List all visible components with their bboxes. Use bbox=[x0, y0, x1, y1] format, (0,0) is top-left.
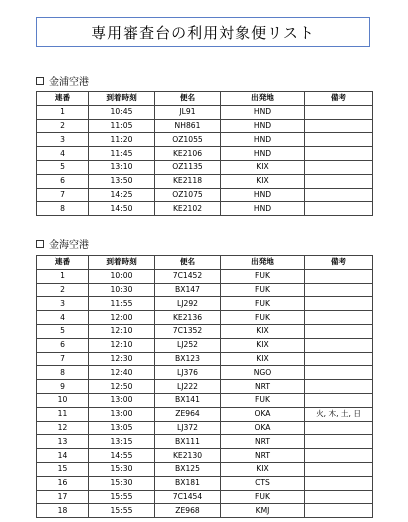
table-row bbox=[37, 133, 373, 147]
table-cell: NH861 bbox=[155, 119, 221, 133]
table-row bbox=[37, 476, 373, 490]
table-cell: KIX bbox=[221, 160, 305, 174]
table-cell: FUK bbox=[221, 490, 305, 504]
table-cell: 6 bbox=[37, 174, 89, 188]
table-cell bbox=[305, 435, 373, 449]
table-cell: 14:55 bbox=[89, 449, 155, 463]
table-cell: FUK bbox=[221, 283, 305, 297]
table-row bbox=[37, 174, 373, 188]
table-cell: HND bbox=[221, 147, 305, 161]
flight-table-gimhae bbox=[36, 255, 373, 518]
table-cell: 13:10 bbox=[89, 160, 155, 174]
table-row bbox=[37, 504, 373, 518]
table-cell bbox=[305, 504, 373, 518]
table-cell: 13:15 bbox=[89, 435, 155, 449]
table-cell: 10 bbox=[37, 393, 89, 407]
table-cell: FUK bbox=[221, 311, 305, 325]
table-cell bbox=[305, 160, 373, 174]
table-cell: JL91 bbox=[155, 105, 221, 119]
table-cell bbox=[305, 174, 373, 188]
table-cell: OZ1055 bbox=[155, 133, 221, 147]
table-cell: 6 bbox=[37, 338, 89, 352]
column-header: 到着時刻 bbox=[89, 92, 155, 106]
table-row bbox=[37, 449, 373, 463]
section-name: 金海空港 bbox=[49, 240, 89, 251]
table-cell: 14:50 bbox=[89, 202, 155, 216]
table-cell: 13:00 bbox=[89, 407, 155, 421]
table-cell: KIX bbox=[221, 174, 305, 188]
table-row bbox=[37, 393, 373, 407]
table-cell: BX123 bbox=[155, 352, 221, 366]
table-cell: 12:10 bbox=[89, 338, 155, 352]
table-cell: HND bbox=[221, 133, 305, 147]
table-cell: OKA bbox=[221, 421, 305, 435]
table-cell: 12:10 bbox=[89, 324, 155, 338]
column-header: 備考 bbox=[305, 256, 373, 270]
table-cell: 13:00 bbox=[89, 393, 155, 407]
table-cell bbox=[305, 133, 373, 147]
table-row bbox=[37, 421, 373, 435]
table-cell: 15 bbox=[37, 462, 89, 476]
table-cell: 火, 木, 土, 日 bbox=[305, 407, 373, 421]
table-cell bbox=[305, 269, 373, 283]
table-cell bbox=[305, 324, 373, 338]
column-header: 備考 bbox=[305, 92, 373, 106]
table-cell bbox=[305, 352, 373, 366]
table-cell: ZE968 bbox=[155, 504, 221, 518]
table-cell: 11:45 bbox=[89, 147, 155, 161]
table-cell: 13:05 bbox=[89, 421, 155, 435]
table-cell bbox=[305, 366, 373, 380]
table-cell: 12:50 bbox=[89, 380, 155, 394]
table-cell: 7C1452 bbox=[155, 269, 221, 283]
column-header: 便名 bbox=[155, 92, 221, 106]
table-row bbox=[37, 283, 373, 297]
table-cell: KIX bbox=[221, 352, 305, 366]
table-cell: NGO bbox=[221, 366, 305, 380]
table-cell: 10:45 bbox=[89, 105, 155, 119]
table-cell: LJ222 bbox=[155, 380, 221, 394]
table-cell: 4 bbox=[37, 147, 89, 161]
table-row bbox=[37, 407, 373, 421]
table-cell: KIX bbox=[221, 462, 305, 476]
table-cell: 3 bbox=[37, 133, 89, 147]
table-cell bbox=[305, 338, 373, 352]
table-cell bbox=[305, 421, 373, 435]
table-cell: 7 bbox=[37, 188, 89, 202]
table-row bbox=[37, 324, 373, 338]
section-heading-gimhae bbox=[36, 236, 89, 251]
table-cell: 14 bbox=[37, 449, 89, 463]
table-cell: BX141 bbox=[155, 393, 221, 407]
table-row bbox=[37, 147, 373, 161]
table-cell: 10:30 bbox=[89, 283, 155, 297]
table-cell: KE2130 bbox=[155, 449, 221, 463]
table-cell: HND bbox=[221, 119, 305, 133]
column-header: 便名 bbox=[155, 256, 221, 270]
table-cell: 13:50 bbox=[89, 174, 155, 188]
column-header: 出発地 bbox=[221, 256, 305, 270]
table-row bbox=[37, 435, 373, 449]
table-cell: OZ1075 bbox=[155, 188, 221, 202]
column-header: 到着時刻 bbox=[89, 256, 155, 270]
section-name: 金浦空港 bbox=[49, 77, 89, 88]
table-cell: 11:20 bbox=[89, 133, 155, 147]
table-row bbox=[37, 297, 373, 311]
table-cell: 12:40 bbox=[89, 366, 155, 380]
column-header: 連番 bbox=[37, 256, 89, 270]
table-cell: 12:00 bbox=[89, 311, 155, 325]
table-cell: 11 bbox=[37, 407, 89, 421]
table-cell: 15:30 bbox=[89, 476, 155, 490]
table-cell: OZ1135 bbox=[155, 160, 221, 174]
table-body bbox=[37, 105, 373, 215]
table-cell bbox=[305, 393, 373, 407]
table-cell: LJ372 bbox=[155, 421, 221, 435]
table-cell: 4 bbox=[37, 311, 89, 325]
table-cell: 7 bbox=[37, 352, 89, 366]
table-cell: 7C1454 bbox=[155, 490, 221, 504]
table-cell: 5 bbox=[37, 160, 89, 174]
table-cell: 2 bbox=[37, 283, 89, 297]
table-cell: KE2106 bbox=[155, 147, 221, 161]
table-cell: KE2118 bbox=[155, 174, 221, 188]
table-cell: KE2102 bbox=[155, 202, 221, 216]
table-cell: 8 bbox=[37, 366, 89, 380]
table-cell: BX111 bbox=[155, 435, 221, 449]
flight-table-gimpo bbox=[36, 91, 373, 216]
table-cell bbox=[305, 297, 373, 311]
table-row bbox=[37, 338, 373, 352]
table-row bbox=[37, 380, 373, 394]
table-cell bbox=[305, 283, 373, 297]
table-cell bbox=[305, 188, 373, 202]
column-header: 出発地 bbox=[221, 92, 305, 106]
table-cell: 11:05 bbox=[89, 119, 155, 133]
table-header-row bbox=[37, 256, 373, 270]
checkbox-icon bbox=[36, 77, 44, 85]
table-cell: CTS bbox=[221, 476, 305, 490]
table-cell bbox=[305, 490, 373, 504]
table-row bbox=[37, 490, 373, 504]
page-title: 専用審査台の利用対象便リスト bbox=[36, 17, 370, 47]
table-cell: 12:30 bbox=[89, 352, 155, 366]
table-cell: KIX bbox=[221, 324, 305, 338]
table-cell: NRT bbox=[221, 435, 305, 449]
table-cell: 16 bbox=[37, 476, 89, 490]
table-row bbox=[37, 202, 373, 216]
table-cell: LJ376 bbox=[155, 366, 221, 380]
table-cell bbox=[305, 380, 373, 394]
table-cell: HND bbox=[221, 188, 305, 202]
section-heading-gimpo bbox=[36, 73, 89, 88]
table-cell: 1 bbox=[37, 269, 89, 283]
table-cell: ZE964 bbox=[155, 407, 221, 421]
table-cell: OKA bbox=[221, 407, 305, 421]
table-cell: NRT bbox=[221, 449, 305, 463]
table-cell: KMJ bbox=[221, 504, 305, 518]
table-cell: 15:55 bbox=[89, 490, 155, 504]
table-row bbox=[37, 462, 373, 476]
table-cell: FUK bbox=[221, 393, 305, 407]
table-cell: 1 bbox=[37, 105, 89, 119]
table-cell: 10:00 bbox=[89, 269, 155, 283]
table-cell: 7C1352 bbox=[155, 324, 221, 338]
table-cell: 3 bbox=[37, 297, 89, 311]
table-row bbox=[37, 311, 373, 325]
table-cell bbox=[305, 476, 373, 490]
table-cell: LJ252 bbox=[155, 338, 221, 352]
table-cell bbox=[305, 449, 373, 463]
table-cell bbox=[305, 202, 373, 216]
column-header: 連番 bbox=[37, 92, 89, 106]
checkbox-icon bbox=[36, 240, 44, 248]
table-cell: 14:25 bbox=[89, 188, 155, 202]
table-cell: 18 bbox=[37, 504, 89, 518]
table-cell: 2 bbox=[37, 119, 89, 133]
table-cell: BX181 bbox=[155, 476, 221, 490]
table-cell: 17 bbox=[37, 490, 89, 504]
table-row bbox=[37, 119, 373, 133]
table-cell: HND bbox=[221, 202, 305, 216]
table-cell: 12 bbox=[37, 421, 89, 435]
table-cell: 5 bbox=[37, 324, 89, 338]
table-cell: HND bbox=[221, 105, 305, 119]
table-cell: FUK bbox=[221, 297, 305, 311]
table-cell: NRT bbox=[221, 380, 305, 394]
table-cell bbox=[305, 119, 373, 133]
table-row bbox=[37, 160, 373, 174]
table-cell: 11:55 bbox=[89, 297, 155, 311]
table-cell bbox=[305, 311, 373, 325]
table-cell: BX147 bbox=[155, 283, 221, 297]
table-row bbox=[37, 366, 373, 380]
table-row bbox=[37, 269, 373, 283]
table-cell: BX125 bbox=[155, 462, 221, 476]
table-cell bbox=[305, 462, 373, 476]
table-cell: FUK bbox=[221, 269, 305, 283]
table-cell: KIX bbox=[221, 338, 305, 352]
table-row bbox=[37, 105, 373, 119]
table-cell: 8 bbox=[37, 202, 89, 216]
table-cell: 13 bbox=[37, 435, 89, 449]
table-cell: 15:55 bbox=[89, 504, 155, 518]
table-cell: KE2136 bbox=[155, 311, 221, 325]
table-cell: LJ292 bbox=[155, 297, 221, 311]
table-cell: 9 bbox=[37, 380, 89, 394]
table-cell: 15:30 bbox=[89, 462, 155, 476]
table-row bbox=[37, 352, 373, 366]
table-cell bbox=[305, 105, 373, 119]
table-cell bbox=[305, 147, 373, 161]
table-body bbox=[37, 269, 373, 517]
table-header-row bbox=[37, 92, 373, 106]
table-row bbox=[37, 188, 373, 202]
